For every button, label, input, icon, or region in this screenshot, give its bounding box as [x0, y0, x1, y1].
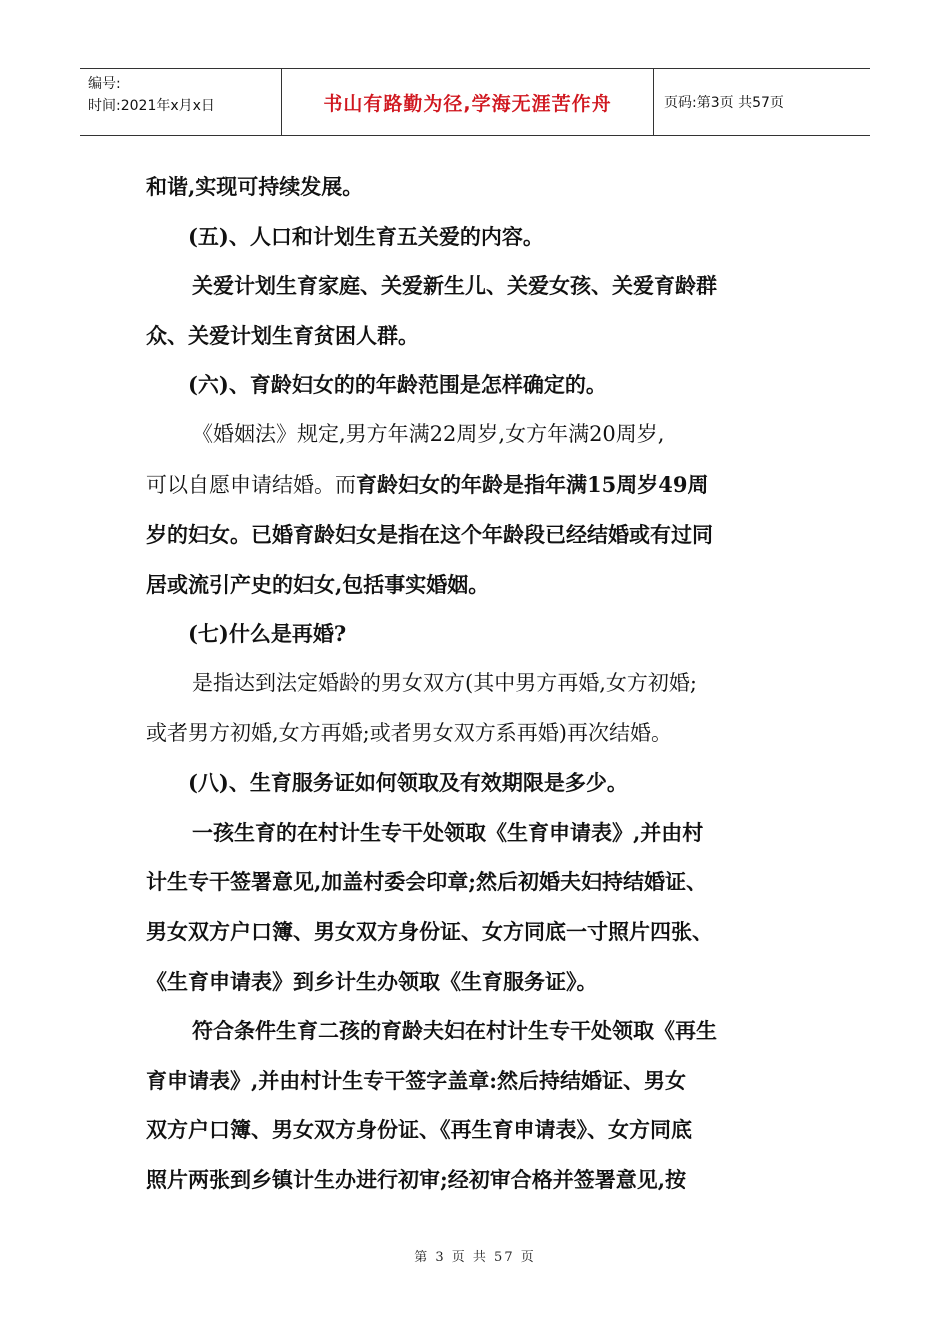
document-body — [146, 162, 814, 1204]
page-footer: 第 3 页 共 57 页 — [414, 1250, 536, 1265]
body-line: 关爱计划生育家庭、关爱新生儿、关爱女孩、关爱育龄群 — [192, 273, 717, 299]
document-number-label: 编号: — [88, 76, 121, 92]
document-date-label: 时间:2021年x月x日 — [88, 98, 215, 114]
body-line-bold-part: 育龄妇女的年龄是指年满15周岁49周 — [356, 471, 709, 497]
section-heading-8: (八)、生育服务证如何领取及有效期限是多少。 — [188, 770, 628, 796]
body-line: 是指达到法定婚龄的男女双方(其中男方再婚,女方初婚; — [192, 670, 697, 695]
section-heading-6: (六)、育龄妇女的的年龄范围是怎样确定的。 — [188, 372, 607, 398]
body-line-mixed — [146, 460, 814, 511]
section-heading-5: (五)、人口和计划生育五关爱的内容。 — [188, 223, 544, 249]
body-line: 符合条件生育二孩的育龄夫妇在村计生专干处领取《再生 — [192, 1018, 717, 1044]
body-line: 《生育申请表》到乡计生办领取《生育服务证》。 — [146, 968, 598, 994]
body-line: 居或流引产史的妇女,包括事实婚姻。 — [146, 571, 490, 597]
header-page-number: 页码:第3页 共57页 — [664, 95, 784, 111]
body-line: 和谐,实现可持续发展。 — [146, 174, 364, 199]
body-line: 男女双方户口簿、男女双方身份证、女方同底一寸照片四张、 — [146, 918, 713, 944]
body-line: 育申请表》,并由村计生专干签字盖章:然后持结婚证、男女 — [146, 1067, 687, 1093]
header-motto: 书山有路勤为径,学海无涯苦作舟 — [323, 92, 612, 115]
header-motto-cell — [282, 69, 654, 135]
body-line: 一孩生育的在村计生专干处领取《生育申请表》,并由村 — [192, 819, 704, 845]
header-page-cell — [654, 69, 870, 135]
body-line: 或者男方初婚,女方再婚;或者男女双方系再婚)再次结婚。 — [146, 720, 672, 745]
body-line: 计生专干签署意见,加盖村委会印章;然后初婚夫妇持结婚证、 — [146, 869, 708, 895]
body-line: 《婚姻法》规定,男方年满22周岁,女方年满20周岁, — [192, 421, 665, 446]
body-line-normal-part: 可以自愿申请结婚。而 — [146, 472, 356, 497]
section-heading-7: (七)什么是再婚? — [188, 621, 347, 647]
body-line: 众、关爱计划生育贫困人群。 — [146, 322, 419, 348]
page-header — [80, 68, 870, 136]
body-line: 岁的妇女。已婚育龄妇女是指在这个年龄段已经结婚或有过同 — [146, 522, 713, 548]
body-line: 照片两张到乡镇计生办进行初审;经初审合格并签署意见,按 — [146, 1166, 687, 1192]
body-line: 双方户口簿、男女双方身份证、《再生育申请表》、女方同底 — [146, 1117, 692, 1143]
header-meta — [80, 69, 282, 135]
